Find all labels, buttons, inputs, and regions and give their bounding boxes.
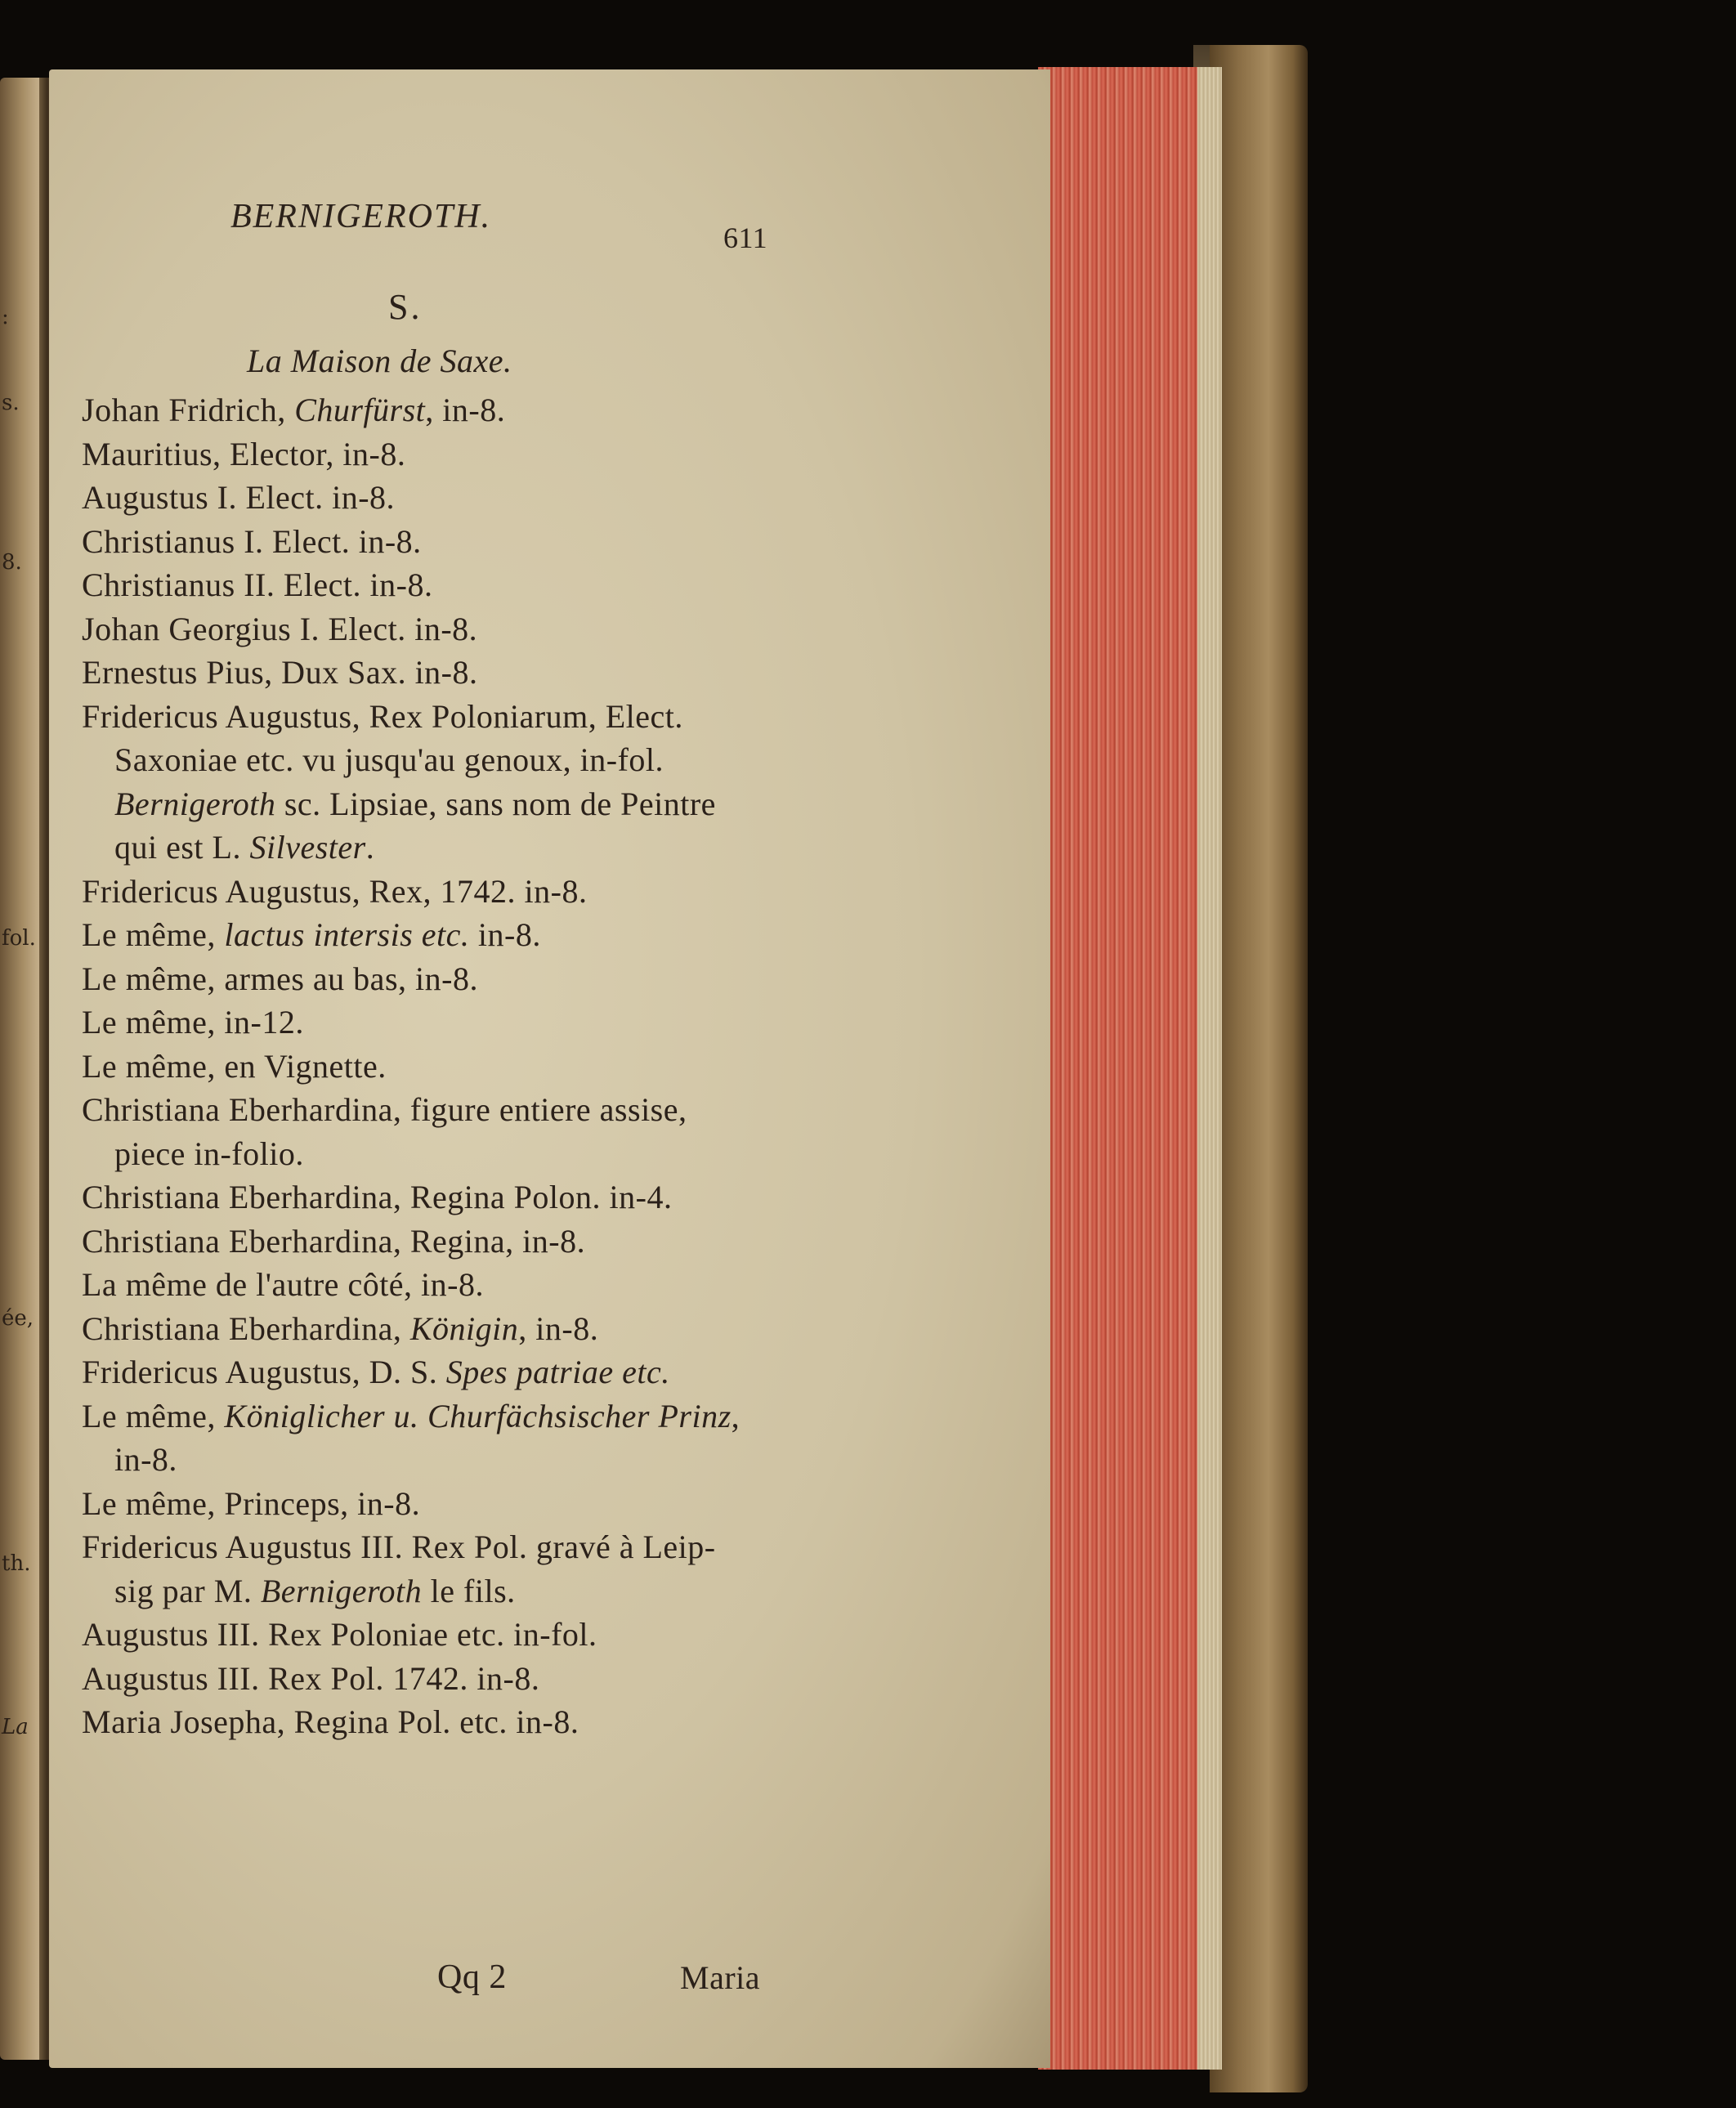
entry-text: Christiana Eberhardina,: [82, 1309, 410, 1347]
entry-text: .: [365, 829, 375, 866]
entry-text: Fridericus Augustus, Rex, 1742. in-8.: [82, 872, 588, 910]
entry-text: Le même, armes au bas, in-8.: [82, 960, 478, 997]
catalogue-entry-line: [82, 1047, 387, 1085]
entry-text: Ernestus Pius, Dux Sax. in-8.: [82, 654, 478, 691]
section-letter: S.: [388, 287, 423, 327]
margin-fragment: fol.: [2, 926, 36, 951]
entry-text: Christiana Eberhardina, Regina, in-8.: [82, 1222, 586, 1260]
entry-text: Fridericus Augustus, Rex Poloniarum, Elect.: [82, 697, 683, 735]
catalogue-entry-line: [82, 566, 433, 603]
signature-mark: Qq 2: [437, 1958, 507, 1996]
margin-fragment: th.: [2, 1551, 31, 1576]
page-number: 611: [723, 222, 768, 254]
entry-text: Johan Georgius I. Elect. in-8.: [82, 610, 478, 647]
catalogue-entry-line: [82, 1618, 597, 1651]
entry-text: Fridericus Augustus, D. S.: [82, 1354, 446, 1390]
catchword: Maria: [680, 1959, 761, 1996]
entry-text: sig par M.: [114, 1572, 261, 1609]
entry-text: Le même, in-12.: [82, 1004, 304, 1041]
entry-text: Christiana Eberhardina, figure entiere assise,: [82, 1091, 687, 1128]
margin-fragment: :: [2, 305, 9, 329]
entry-text: Christiana Eberhardina, Regina Polon. in-4.: [82, 1179, 673, 1215]
entry-text: Le même,: [82, 916, 225, 953]
entry-text: Augustus I. Elect. in-8.: [82, 479, 396, 516]
entry-text: ,: [731, 1397, 740, 1434]
catalogue-entry-line: [82, 1659, 540, 1697]
margin-fragment: s.: [2, 391, 20, 415]
section-title: La Maison de Saxe.: [247, 342, 512, 379]
italic-text: Bernigeroth: [260, 1572, 423, 1609]
book-cover-edge: [1210, 45, 1308, 2092]
catalogue-entry-line: [114, 1135, 304, 1172]
catalogue-entry-line: [82, 1528, 716, 1565]
catalogue-entry-line: [82, 656, 478, 689]
catalogue-entry-line: [82, 1006, 304, 1039]
entry-text: , in-8.: [518, 1309, 599, 1347]
catalogue-entry-line: [82, 1309, 599, 1347]
italic-text: Spes patriae etc.: [445, 1354, 670, 1390]
catalogue-entry-line: [82, 1266, 484, 1303]
entry-text: Augustus III. Rex Pol. 1742. in-8.: [82, 1659, 540, 1697]
catalogue-entry-line: [82, 1397, 740, 1434]
catalogue-entry-line: [82, 435, 406, 472]
entry-text: Maria Josepha, Regina Pol. etc. in-8.: [82, 1703, 579, 1740]
catalogue-entry-line: [114, 831, 374, 864]
catalogue-entry-line: [114, 741, 664, 778]
catalogue-entry-line: [114, 785, 716, 822]
catalogue-entry-line: [82, 697, 683, 735]
entry-text: Mauritius, Elector, in-8.: [82, 435, 406, 472]
entry-text: Augustus III. Rex Poloniae etc. in-fol.: [82, 1616, 597, 1653]
entry-text: Le même,: [82, 1397, 225, 1434]
entry-text: in-8.: [114, 1441, 177, 1478]
catalogue-entry-line: [82, 960, 478, 997]
margin-fragment: 8.: [2, 550, 22, 575]
entry-text: , in-8.: [425, 392, 506, 428]
entry-text: le fils.: [422, 1572, 516, 1609]
entry-text: Fridericus Augustus III. Rex Pol. gravé à Leip-: [82, 1528, 716, 1565]
entry-text: La même de l'autre côté, in-8.: [82, 1266, 484, 1303]
catalogue-entry-line: [82, 1484, 421, 1522]
catalogue-entry-line: [82, 1356, 670, 1389]
catalogue-entry-line: [82, 1703, 579, 1740]
margin-fragment: ée,: [2, 1306, 34, 1331]
italic-text: Bernigeroth: [114, 785, 276, 822]
entry-text: Christianus I. Elect. in-8.: [82, 522, 422, 560]
italic-text: Königlicher u. Churfächsischer Prinz: [224, 1397, 732, 1434]
entry-text: qui est L.: [114, 829, 250, 866]
entry-text: Johan Fridrich,: [82, 392, 295, 428]
running-head: BERNIGEROTH.: [230, 198, 492, 235]
catalogue-entry-line: [82, 522, 422, 560]
catalogue-entry-line: [82, 1222, 586, 1260]
catalogue-entry-line: [82, 394, 505, 427]
catalogue-entry-line: [82, 872, 588, 910]
italic-text: Churfürst: [294, 392, 426, 428]
entry-text: piece in-folio.: [114, 1135, 304, 1172]
italic-text: Silvester: [249, 829, 366, 866]
italic-text: Königin: [409, 1309, 519, 1347]
entry-text: Le même, en Vignette.: [82, 1047, 387, 1085]
catalogue-entry-line: [82, 1091, 687, 1128]
red-fore-edge: [1038, 67, 1197, 2070]
entry-text: sc. Lipsiae, sans nom de Peintre: [275, 785, 716, 822]
italic-text: lactus intersis etc.: [224, 916, 470, 953]
entry-text: in-8.: [469, 916, 541, 953]
entry-text: Christianus II. Elect. in-8.: [82, 566, 433, 603]
catalogue-entry-line: [82, 916, 541, 953]
entry-text: Le même, Princeps, in-8.: [82, 1484, 421, 1522]
catalogue-entry-line: [82, 481, 395, 514]
catalogue-entry-line: [114, 1572, 516, 1609]
entry-text: Saxoniae etc. vu jusqu'au genoux, in-fol.: [114, 741, 664, 778]
margin-fragment: La: [2, 1715, 29, 1739]
catalogue-entry-line: [82, 610, 478, 647]
catalogue-entry-line: [82, 1181, 672, 1214]
catalogue-entry-line: [114, 1443, 177, 1476]
